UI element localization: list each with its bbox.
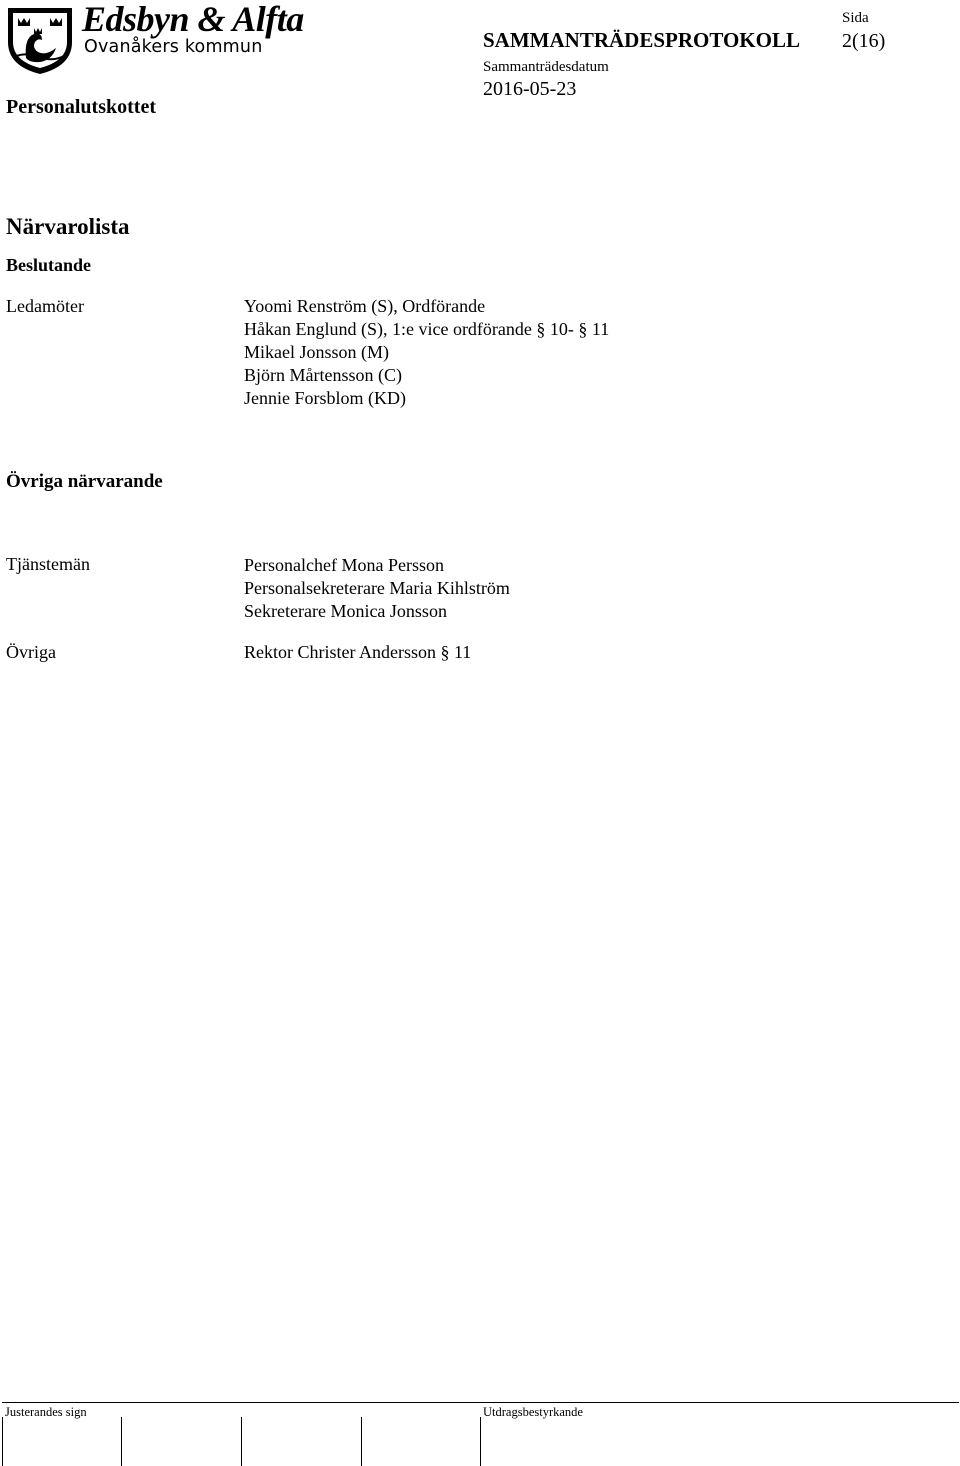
members-list: [244, 295, 609, 410]
signature-label: Justerandes sign: [5, 1405, 87, 1419]
deciding-heading: Beslutande: [6, 255, 92, 275]
signature-box-divider: [361, 1417, 362, 1466]
member-item: Björn Mårtensson (C): [244, 365, 402, 385]
other-list: [244, 641, 471, 664]
document-title: SAMMANTRÄDESPROTOKOLL: [483, 28, 800, 52]
signature-box-divider: [480, 1417, 481, 1466]
meeting-date-label: Sammanträdesdatum: [483, 59, 609, 75]
committee-name: Personalutskottet: [6, 96, 156, 118]
municipality-logo: [4, 2, 324, 76]
page-label: Sida: [842, 10, 869, 26]
other-label: Övriga: [6, 642, 56, 662]
logo-subtitle: Ovanåkers kommun: [84, 37, 263, 57]
footer-divider: [2, 1402, 959, 1403]
signature-box-divider: [2, 1417, 3, 1466]
members-label: Ledamöter: [6, 296, 84, 316]
member-item: Mikael Jonsson (M): [244, 342, 389, 362]
official-item: Sekreterare Monica Jonsson: [244, 601, 447, 621]
officials-label: Tjänstemän: [6, 554, 90, 574]
officials-list: [244, 554, 510, 623]
extract-label: Utdragsbestyrkande: [483, 1405, 583, 1419]
others-heading: Övriga närvarande: [6, 471, 163, 492]
member-item: Jennie Forsblom (KD): [244, 388, 406, 408]
page-number: 2(16): [842, 30, 886, 52]
attendance-heading: Närvarolista: [6, 214, 130, 239]
official-item: Personalsekreterare Maria Kihlström: [244, 578, 510, 598]
logo-title: Edsbyn & Alfta: [82, 0, 304, 39]
member-item: Håkan Englund (S), 1:e vice ordförande § 10- § 11: [244, 319, 610, 339]
signature-box-divider: [241, 1417, 242, 1466]
official-item: Personalchef Mona Persson: [244, 555, 444, 575]
member-item: Yoomi Renström (S), Ordförande: [244, 296, 486, 316]
meeting-date: 2016-05-23: [483, 78, 577, 100]
signature-box-divider: [121, 1417, 122, 1466]
other-item: Rektor Christer Andersson § 11: [244, 642, 472, 662]
swan-shield-icon: [4, 2, 76, 76]
